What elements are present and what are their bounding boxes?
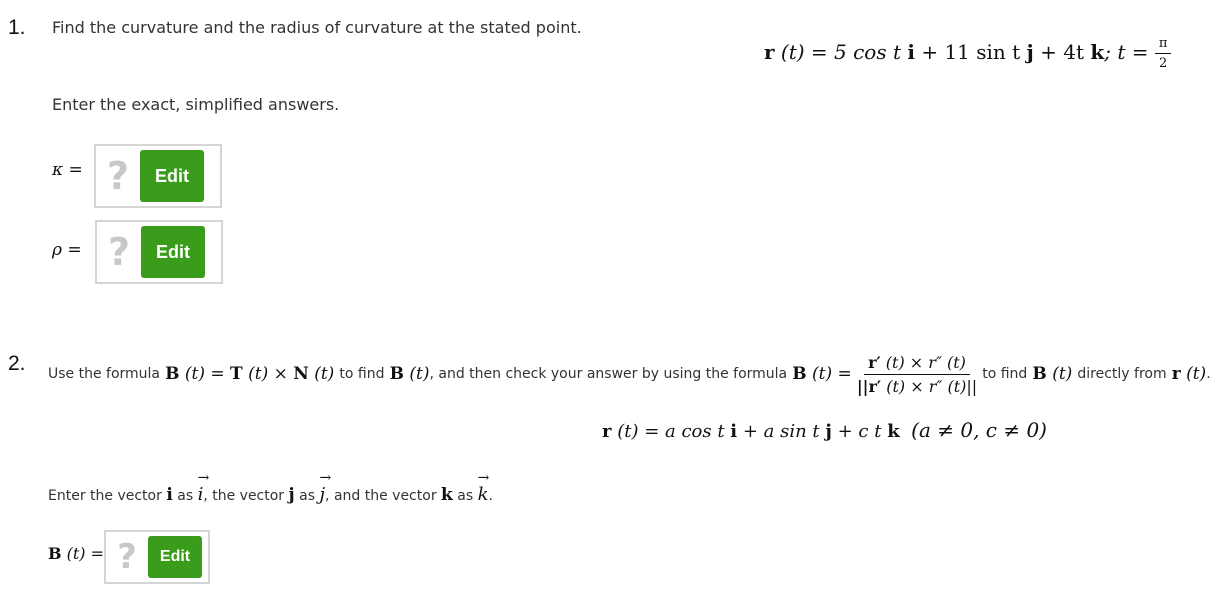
- arg-t: (t): [806, 364, 833, 384]
- b-edit-button[interactable]: Edit: [148, 536, 202, 578]
- kappa-answer-box[interactable]: [94, 144, 222, 208]
- arrow-i-letter: i: [197, 484, 204, 505]
- arg-t: (t): [242, 364, 269, 384]
- unit-vector-j: j: [288, 485, 295, 505]
- question-2-prompt: [48, 346, 1211, 402]
- cross-product-fraction: [857, 353, 977, 396]
- rho-label: ρ =: [52, 240, 82, 260]
- question-mark-icon: ?: [107, 230, 131, 274]
- period: .: [488, 488, 493, 504]
- formula2-part3: + c t: [831, 421, 888, 442]
- symbol-b: B: [389, 364, 404, 384]
- equals-sign: =: [204, 364, 225, 384]
- arrow-j: [319, 470, 332, 505]
- as-text: as: [457, 488, 474, 504]
- question-number-2: 2.: [8, 352, 26, 375]
- vector-r: r: [764, 40, 775, 64]
- use-formula-text: Use the formula: [48, 366, 161, 382]
- numerator-tail: (t) × r″ (t): [880, 352, 966, 372]
- symbol-b: B: [48, 544, 62, 563]
- question-1-instruction: Enter the exact, simplified answers.: [52, 95, 340, 114]
- answer-label-tail: (t) =: [61, 544, 105, 563]
- unit-vector-k: k: [441, 485, 453, 505]
- binormal-formula: [165, 364, 334, 384]
- b-of-t-2: [1032, 364, 1072, 384]
- vector-arrow-icon: →: [197, 470, 210, 486]
- vector-arrow-icon: →: [477, 470, 490, 486]
- times-sign: ×: [268, 364, 294, 384]
- formula-args: (t) = 5 cos t: [774, 40, 908, 64]
- symbol-b: B: [792, 364, 807, 384]
- the-vector-text: , the vector: [203, 488, 285, 504]
- fraction-numerator: [864, 353, 970, 375]
- symbol-t: T: [230, 364, 243, 384]
- formula2-condition: (a ≠ 0, c ≠ 0): [911, 418, 1047, 442]
- unit-vector-k: k: [887, 421, 900, 442]
- question-mark-icon: ?: [106, 154, 130, 198]
- rho-answer-box[interactable]: [95, 220, 223, 284]
- arrow-k-letter: k: [477, 484, 489, 505]
- arg-t: (t): [308, 364, 335, 384]
- question-2-formula: [602, 418, 1047, 442]
- arg-t: (t): [1046, 364, 1073, 384]
- rho-edit-button[interactable]: Edit: [141, 226, 205, 278]
- b-of-t: [390, 364, 430, 384]
- directly-from-text: directly from: [1077, 366, 1167, 382]
- fraction-denominator: [857, 375, 977, 396]
- check-answer-text: , and then check your answer by using the formula: [429, 366, 788, 382]
- arg-t: (t): [1180, 364, 1207, 384]
- to-find-text: to find: [339, 366, 385, 382]
- question-mark-icon: ?: [117, 537, 137, 577]
- denominator-tail: (t) × r″ (t)||: [881, 376, 978, 396]
- arg-t: (t): [403, 364, 430, 384]
- unit-vector-i: i: [730, 421, 738, 442]
- kappa-edit-button[interactable]: Edit: [140, 150, 204, 202]
- question-number-1: 1.: [8, 16, 26, 39]
- to-find-text-2: to find: [982, 366, 1028, 382]
- question-1-formula: [764, 36, 1171, 71]
- b-answer-label: [48, 544, 104, 563]
- symbol-b: B: [165, 364, 180, 384]
- equals-sign: =: [832, 364, 852, 384]
- unit-vector-j: j: [1026, 40, 1034, 64]
- norm-open: ||r′: [856, 376, 882, 396]
- formula2-part2: + a sin t: [737, 421, 826, 442]
- enter-vector-text: Enter the vector: [48, 488, 162, 504]
- r-of-t: [1172, 364, 1206, 384]
- kappa-label: κ =: [52, 160, 83, 180]
- vector-instruction: [48, 470, 493, 505]
- arrow-k: [477, 470, 490, 505]
- vector-arrow-icon: →: [319, 470, 332, 486]
- and-the-vector-text: , and the vector: [325, 488, 437, 504]
- arrow-i: [197, 470, 210, 505]
- fraction-numerator: π: [1155, 36, 1172, 54]
- symbol-b: B: [1032, 364, 1047, 384]
- unit-vector-j: j: [825, 421, 832, 442]
- question-1-prompt: Find the curvature and the radius of curvature at the stated point.: [52, 18, 582, 37]
- pi-over-2-fraction: [1155, 36, 1172, 71]
- symbol-n: N: [293, 364, 309, 384]
- unit-vector-k: k: [1090, 40, 1105, 64]
- b-answer-box[interactable]: [104, 530, 210, 584]
- arrow-j-letter: j: [319, 484, 326, 505]
- unit-vector-i: i: [166, 485, 173, 505]
- arg-t: (t): [179, 364, 205, 384]
- b-of-t-equals: [792, 364, 852, 384]
- formula2-part1: (t) = a cos t: [611, 421, 731, 442]
- end-period: .: [1206, 366, 1211, 382]
- formula-t-equals: ; t =: [1104, 40, 1155, 64]
- symbol-r: r: [602, 421, 612, 442]
- as-text: as: [299, 488, 315, 504]
- unit-vector-i: i: [907, 40, 915, 64]
- symbol-r: r: [1171, 364, 1181, 384]
- fraction-denominator: 2: [1158, 56, 1168, 71]
- formula-mid-1: + 11 sin t: [914, 40, 1027, 64]
- as-text: as: [177, 488, 194, 504]
- formula-mid-2: + 4t: [1033, 40, 1091, 64]
- r-prime: r′: [868, 352, 881, 372]
